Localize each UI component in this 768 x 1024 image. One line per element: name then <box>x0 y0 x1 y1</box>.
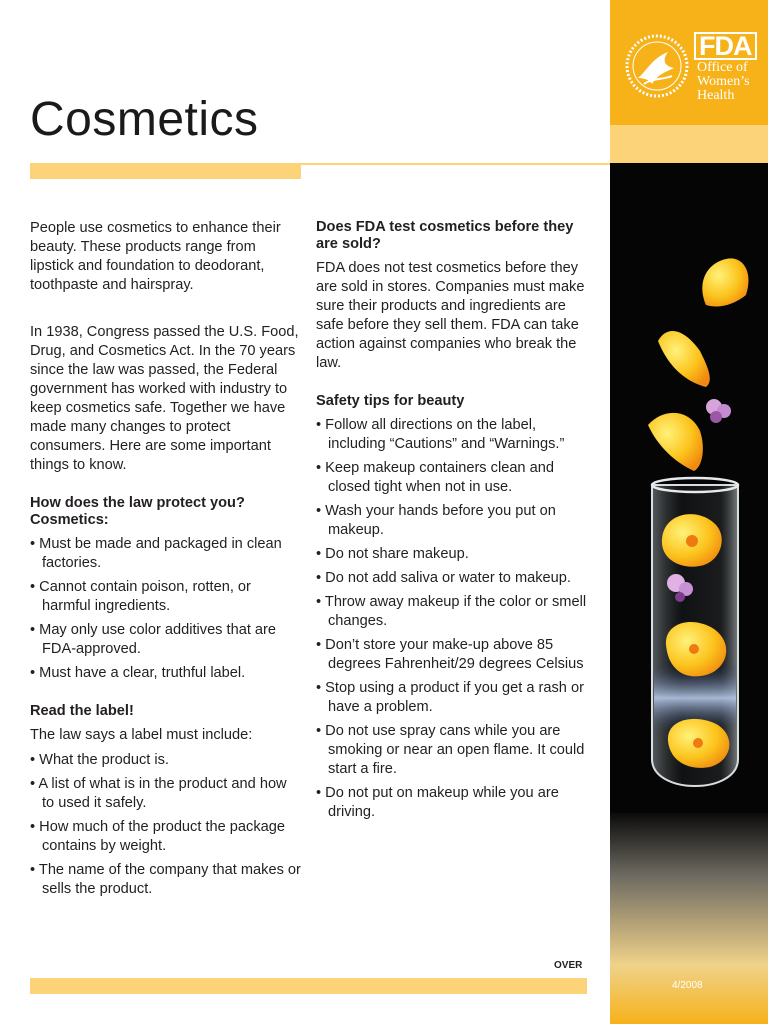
list-item: • A list of what is in the product and how to used it safely. <box>30 776 287 811</box>
page-title: Cosmetics <box>30 93 259 146</box>
test-tube-flowers-illustration <box>610 163 768 813</box>
logo-line-2: Women’s <box>697 74 750 89</box>
label-heading: Read the label! <box>30 703 134 719</box>
left-column <box>30 219 302 904</box>
fda-logo: FDA <box>694 32 757 60</box>
list-item: • Cannot contain poison, rotten, or harmful ingredients. <box>30 579 251 614</box>
list-item: • Stop using a product if you get a rash or have a problem. <box>316 680 584 715</box>
logo-line-1: Office of <box>697 60 748 75</box>
title-accent-bar <box>30 165 301 179</box>
list-item: • Must be made and packaged in clean factories. <box>30 536 282 571</box>
publication-date: 4/2008 <box>672 980 703 991</box>
label-list <box>30 751 302 899</box>
law-subheading: Cosmetics: <box>30 512 109 528</box>
list-item: • Do not add saliva or water to makeup. <box>316 570 571 586</box>
footer-accent-bar <box>30 978 587 994</box>
safety-tips-heading: Safety tips for beauty <box>316 393 465 409</box>
list-item: • Do not use spray cans while you are smoking or near an open flame. It could start a fire. <box>316 723 585 777</box>
list-item: • Do not share makeup. <box>316 546 469 562</box>
fda-test-heading: Does FDA test cosmetics before they are sold? <box>316 219 574 252</box>
logo-line-3: Health <box>697 88 735 103</box>
sidebar-band <box>610 125 768 163</box>
right-column <box>316 219 596 827</box>
list-item: • Throw away makeup if the color or smell changes. <box>316 594 587 629</box>
over-label: OVER <box>554 960 583 971</box>
office-of-womens-health-logo-text <box>697 61 750 103</box>
test-tube-flowers-photo <box>610 163 768 813</box>
sidebar-gradient-block <box>610 813 768 1024</box>
list-item: • May only use color additives that are FDA-approved. <box>30 622 277 657</box>
list-item: • What the product is. <box>30 752 169 768</box>
list-item: • Wash your hands before you put on makeup. <box>316 503 556 538</box>
list-item: • The name of the company that makes or sells the product. <box>30 862 301 897</box>
list-item: • Don’t store your make-up above 85 degrees Fahrenheit/29 degrees Celsius <box>316 637 584 672</box>
list-item: • Do not put on makeup while you are driving. <box>316 785 559 820</box>
fda-test-paragraph: FDA does not test cosmetics before they are sold in stores. Companies must make sure their products and ingredients are safe before they sell them. FDA can take action against companies who break the law. <box>316 260 585 371</box>
hhs-seal-icon <box>622 28 692 104</box>
label-intro: The law says a label must include: <box>30 727 253 743</box>
history-paragraph: In 1938, Congress passed the U.S. Food, Drug, and Cosmetics Act. In the 70 years since the law was passed, the Federal government has worked with industry to keep cosmetics safe. Together we have made many changes to protect consumers. Here are some important things to know. <box>30 324 299 473</box>
law-heading: How does the law protect you? <box>30 495 245 511</box>
law-list <box>30 535 302 683</box>
intro-paragraph: People use cosmetics to enhance their beauty. These products range from lipstick and foundation to deodorant, toothpaste and hairspray. <box>30 220 281 293</box>
safety-tips-list <box>316 416 596 822</box>
list-item: • Must have a clear, truthful label. <box>30 665 246 681</box>
list-item: • Keep makeup containers clean and closed tight when not in use. <box>316 460 554 495</box>
list-item: • Follow all directions on the label, including “Cautions” and “Warnings.” <box>316 417 565 452</box>
list-item: • How much of the product the package contains by weight. <box>30 819 285 854</box>
